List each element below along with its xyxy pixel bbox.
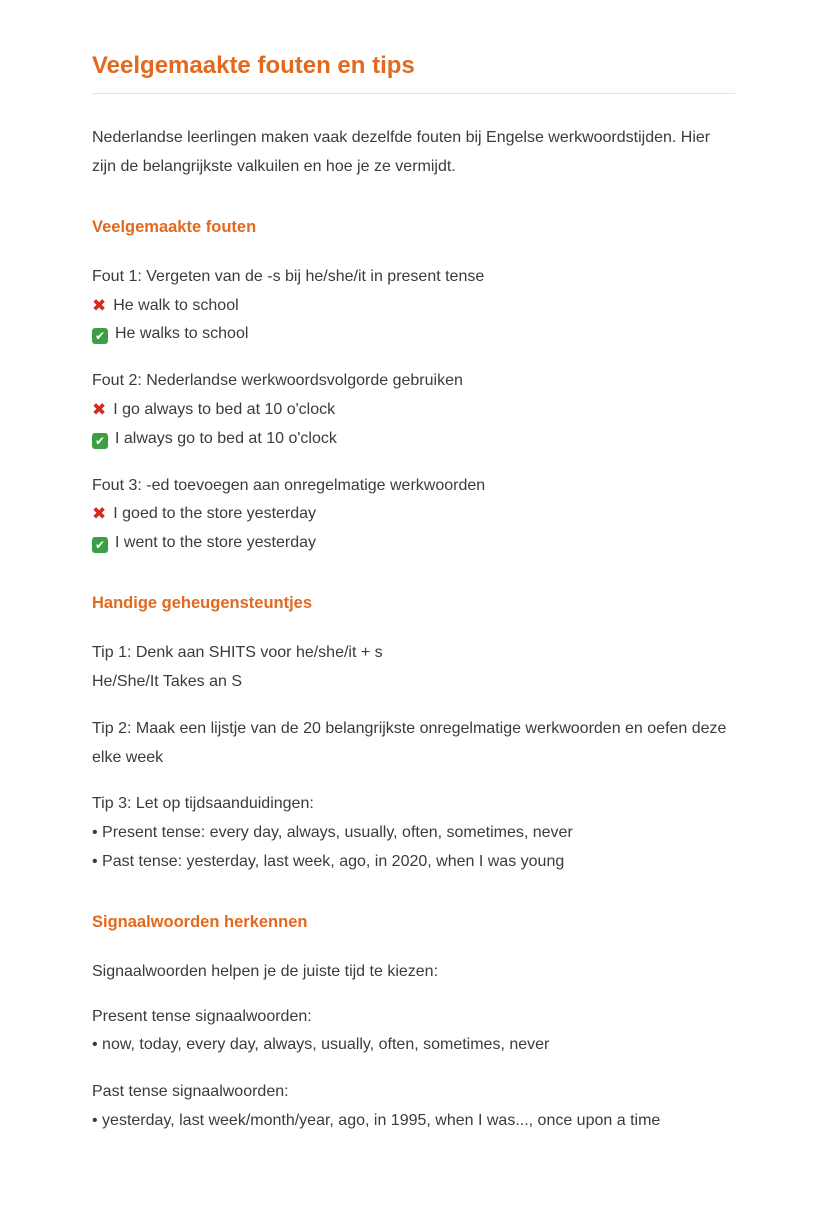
intro-paragraph: Nederlandse leerlingen maken vaak dezelfde fouten bij Engelse werkwoordstijden. Hier zijn de belangrijkste valkuilen en hoe je ze vermijdt.	[92, 129, 711, 175]
tip-3-bullet-present: • Present tense: every day, always, usually, often, sometimes, never	[92, 824, 573, 842]
past-signaalwoorden-block	[92, 1078, 735, 1136]
cross-icon: ✖	[92, 295, 107, 315]
fout-1-wrong-text: He walk to school	[113, 296, 239, 314]
present-signaalwoorden-label: Present tense signaalwoorden:	[92, 1007, 312, 1025]
check-icon: ✔	[92, 537, 108, 553]
fout-2-right-text: I always go to bed at 10 o'clock	[115, 429, 337, 447]
section-heading-geheugensteuntjes: Handige geheugensteuntjes	[92, 594, 313, 613]
tip-block-3	[92, 790, 735, 876]
check-icon: ✔	[92, 328, 108, 344]
fout-3-right-line	[92, 529, 735, 558]
present-signaalwoorden-bullet: • now, today, every day, always, usually, often, sometimes, never	[92, 1036, 550, 1054]
fout-2-wrong-line	[92, 396, 735, 425]
fout-1-right-line	[92, 320, 735, 349]
page-title: Veelgemaakte fouten en tips	[92, 52, 415, 79]
fout-1-wrong-line	[92, 292, 735, 321]
present-signaalwoorden-block	[92, 1003, 735, 1061]
section-heading-veelgemaakte-fouten: Veelgemaakte fouten	[92, 217, 257, 236]
tip-1-line-1: Tip 1: Denk aan SHITS voor he/she/it + s	[92, 644, 383, 662]
fout-block-1	[92, 263, 735, 349]
fout-3-wrong-line	[92, 500, 735, 529]
fout-3-right-text: I went to the store yesterday	[115, 534, 316, 552]
fout-3-label: Fout 3: -ed toevoegen aan onregelmatige werkwoorden	[92, 476, 486, 494]
cross-icon: ✖	[92, 400, 107, 420]
fout-block-3	[92, 472, 735, 558]
tip-2-text: Tip 2: Maak een lijstje van de 20 belangrijkste onregelmatige werkwoorden en oefen deze elke week	[92, 719, 727, 766]
tip-block-2	[92, 715, 735, 773]
fout-2-right-line	[92, 425, 735, 454]
cross-icon: ✖	[92, 504, 107, 524]
title-divider	[92, 93, 735, 94]
tip-1-line-2: He/She/It Takes an S	[92, 672, 243, 690]
signaalwoorden-intro: Signaalwoorden helpen je de juiste tijd te kiezen:	[92, 962, 439, 980]
fout-2-wrong-text: I go always to bed at 10 o'clock	[113, 401, 336, 419]
section-heading-signaalwoorden: Signaalwoorden herkennen	[92, 912, 308, 931]
past-signaalwoorden-bullet: • yesterday, last week/month/year, ago, in 1995, when I was..., once upon a time	[92, 1112, 661, 1129]
fout-2-label: Fout 2: Nederlandse werkwoordsvolgorde gebruiken	[92, 372, 463, 390]
fout-1-right-text: He walks to school	[115, 325, 249, 343]
past-signaalwoorden-label: Past tense signaalwoorden:	[92, 1083, 289, 1101]
fout-block-2	[92, 367, 735, 453]
fout-1-label: Fout 1: Vergeten van de -s bij he/she/it in present tense	[92, 267, 485, 285]
tip-3-intro: Tip 3: Let op tijdsaanduidingen:	[92, 795, 314, 813]
fout-3-wrong-text: I goed to the store yesterday	[113, 505, 317, 523]
tip-block-1	[92, 639, 735, 697]
tip-3-bullet-past: • Past tense: yesterday, last week, ago, in 2020, when I was young	[92, 852, 565, 870]
check-icon: ✔	[92, 433, 108, 449]
